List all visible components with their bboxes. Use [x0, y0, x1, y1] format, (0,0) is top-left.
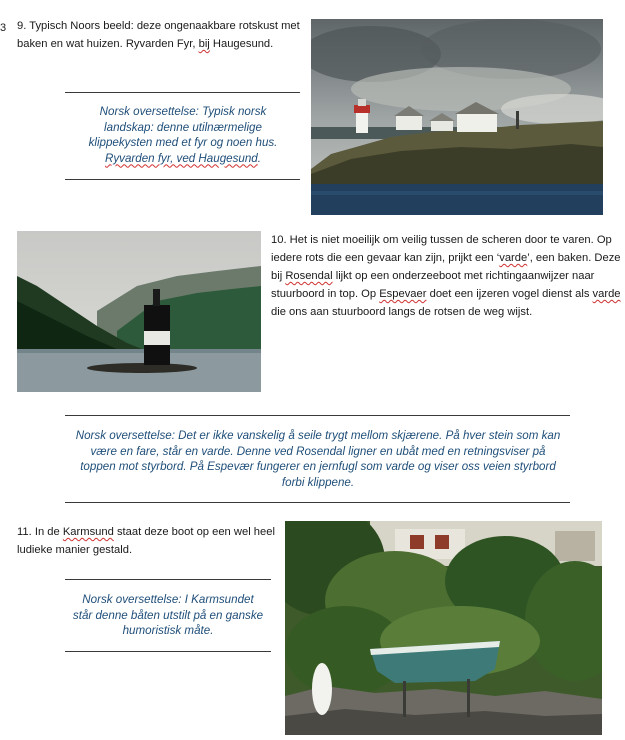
divider-bottom [65, 179, 300, 180]
page-edge-marker: 3 [0, 22, 7, 34]
divider-bottom [65, 502, 570, 503]
boat-photo [285, 521, 602, 735]
section-10-dutch-text: 10. Het is niet moeilijk om veilig tussen de scheren door te varen. Op iedere rots die een gevaar kan zijn, prijkt een ‘varde’, een baken. Deze bij Rosendal lijkt op een onderzeeboot met richtingaanwijzer naar stuurboord in top. Op Espevaer doet een ijzeren vogel dienst als varde die ons aan stuurboord langs de rotsen de weg wijst. [271, 234, 621, 318]
section-11-number: 11. [17, 526, 32, 538]
spellcheck-word[interactable]: Karmsund [62, 526, 114, 538]
section-9-number: 9. [17, 20, 27, 32]
spellcheck-word[interactable]: varde [592, 288, 621, 300]
section-9-dutch-text: 9. Typisch Noors beeld: deze ongenaakbare rotskust met baken en wat huizen. Ryvarden Fyr, bij Haugesund. [17, 20, 300, 50]
section-11-norsk-text: Norsk oversettelse: I Karmsundet står denne båten utstilt på en ganske humoristisk måte. [72, 593, 264, 637]
sea-marker-photo [17, 231, 261, 392]
lighthouse-photo [311, 19, 603, 215]
spellcheck-word[interactable]: Rosendal [285, 270, 333, 282]
section-9-norsk-text: Norsk oversettelse: Typisk norsk landskap: denne utilnærmelige klippekysten med et fyr og noen hus. Ryvarden fyr, ved Haugesund. [88, 105, 278, 165]
divider-top [65, 415, 570, 416]
section-10-norsk-text: Norsk oversettelse: Det er ikke vanskelig å seile trygt mellom skjærene. På hver stein som kan være en fare, står en varde. Denne ved Rosendal ligner en ubåt med en retningsviser på toppen mot styrbord. På Espevær fungerer en jernfugl som varde og viser oss veien styrbord forbi klippene. [75, 429, 561, 489]
spellcheck-word[interactable]: varde [499, 252, 528, 264]
divider-top [65, 579, 271, 580]
divider-top [65, 92, 300, 93]
spellcheck-word[interactable]: Espevaer [379, 288, 427, 300]
section-11-dutch-text: 11. In de Karmsund staat deze boot op een wel heel ludieke manier gestald. [17, 526, 275, 556]
section-10-number: 10. [271, 234, 287, 246]
spellcheck-word[interactable]: Ryvarden fyr, ved Haugesund [105, 151, 258, 165]
divider-bottom [65, 651, 271, 652]
spellcheck-word[interactable]: bij [198, 38, 210, 50]
